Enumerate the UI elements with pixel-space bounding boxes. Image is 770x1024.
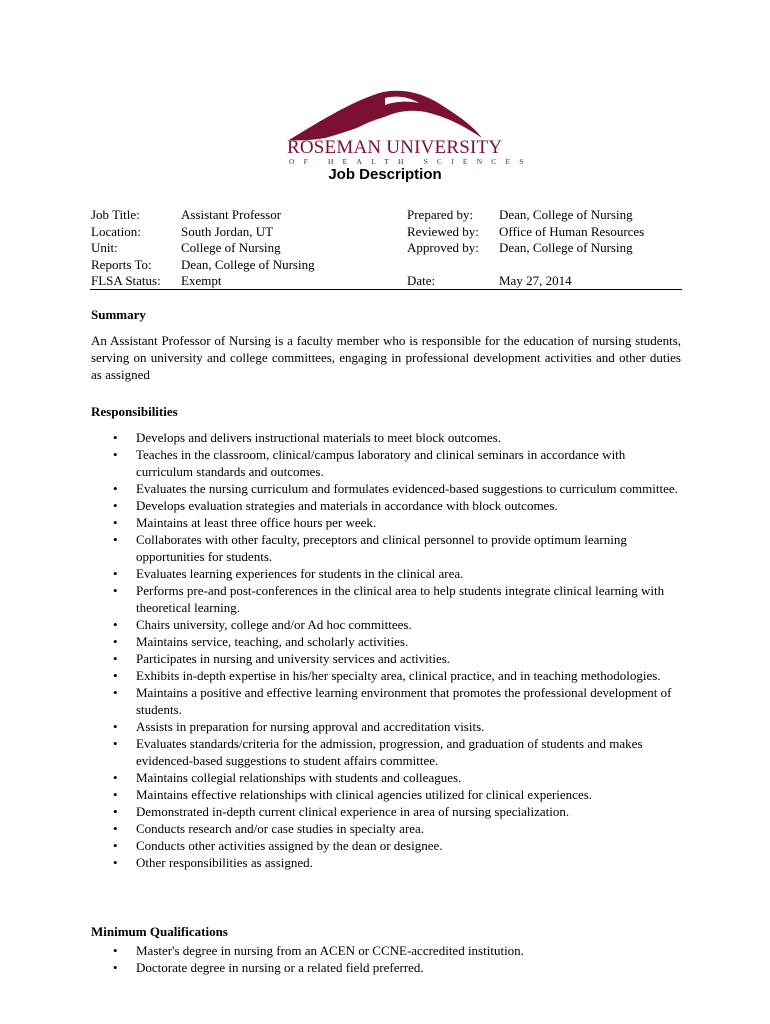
meta-value: Dean, College of Nursing xyxy=(181,256,315,272)
meta-value xyxy=(499,257,644,274)
list-item: • Develops and delivers instructional materials to meet block outcomes. xyxy=(91,429,681,446)
meta-label: Unit: xyxy=(91,240,118,255)
meta-left-labels xyxy=(91,207,161,290)
meta-value: South Jordan, UT xyxy=(181,223,274,239)
list-item: • Conducts research and/or case studies in specialty area. xyxy=(91,820,681,837)
list-item: • Demonstrated in-depth current clinical experience in area of nursing specialization. xyxy=(91,803,681,820)
list-item: • Master's degree in nursing from an ACEN or CCNE-accredited institution. xyxy=(91,942,681,959)
meta-label: Reviewed by: xyxy=(407,223,479,239)
summary-text: An Assistant Professor of Nursing is a faculty member who is responsible for the education of nursing students, serving on university and college committees, engaging in professional development activities and other duties as assigned xyxy=(91,333,681,382)
list-item: • Conducts other activities assigned by the dean or designee. xyxy=(91,837,681,854)
meta-right-labels xyxy=(407,207,479,290)
list-item: • Other responsibilities as assigned. xyxy=(91,854,681,871)
list-item: • Teaches in the classroom, clinical/campus laboratory and clinical seminars in accordance with curriculum standards and outcomes. xyxy=(91,446,681,480)
meta-value: Dean, College of Nursing xyxy=(499,240,633,255)
list-item: • Maintains a positive and effective learning environment that promotes the professional development of students. xyxy=(91,684,681,718)
meta-label: Job Title: xyxy=(91,207,140,222)
meta-label xyxy=(407,257,479,274)
meta-label: FLSA Status: xyxy=(91,273,161,288)
list-item: • Maintains collegial relationships with students and colleagues. xyxy=(91,769,681,786)
document-title: Job Description xyxy=(328,166,442,183)
university-logo xyxy=(285,88,533,168)
meta-value: College of Nursing xyxy=(181,240,281,255)
meta-label: Date: xyxy=(407,273,436,288)
qualifications-heading: Minimum Qualifications xyxy=(91,924,228,939)
list-item: • Maintains at least three office hours per week. xyxy=(91,514,681,531)
meta-left-values xyxy=(181,207,315,290)
list-item: • Chairs university, college and/or Ad hoc committees. xyxy=(91,616,681,633)
mountain-logo-icon xyxy=(285,88,485,144)
logo-subtitle: OF HEALTH SCIENCES xyxy=(289,157,533,166)
list-item: • Doctorate degree in nursing or a related field preferred. xyxy=(91,959,681,976)
meta-label: Location: xyxy=(91,223,141,239)
list-item: • Evaluates standards/criteria for the admission, progression, and graduation of students and makes evidenced-based suggestions to student affairs committee. xyxy=(91,735,681,769)
meta-value: May 27, 2014 xyxy=(499,273,572,288)
header-divider xyxy=(90,289,682,290)
list-item: • Exhibits in-depth expertise in his/her specialty area, clinical practice, and in teaching methodologies. xyxy=(91,667,681,684)
list-item: • Evaluates the nursing curriculum and formulates evidenced-based suggestions to curriculum committee. xyxy=(91,480,681,497)
meta-label: Reports To: xyxy=(91,256,152,272)
list-item: • Collaborates with other faculty, preceptors and clinical personnel to provide optimum learning opportunities for students. xyxy=(91,531,681,565)
meta-value: Exempt xyxy=(181,273,222,288)
meta-value: Office of Human Resources xyxy=(499,223,645,239)
meta-label: Prepared by: xyxy=(407,207,474,222)
list-item: • Participates in nursing and university services and activities. xyxy=(91,650,681,667)
list-item: • Assists in preparation for nursing approval and accreditation visits. xyxy=(91,718,681,735)
list-item: • Develops evaluation strategies and materials in accordance with block outcomes. xyxy=(91,497,681,514)
meta-value: Assistant Professor xyxy=(181,207,282,222)
meta-label: Approved by: xyxy=(407,240,479,255)
qualifications-list xyxy=(91,942,681,976)
list-item: • Performs pre-and post-conferences in the clinical area to help students integrate clinical learning with theoretical learning. xyxy=(91,582,681,616)
list-item: • Evaluates learning experiences for students in the clinical area. xyxy=(91,565,681,582)
logo-university-name: ROSEMAN UNIVERSITY xyxy=(287,137,503,158)
responsibilities-heading: Responsibilities xyxy=(91,404,178,419)
responsibilities-list xyxy=(91,429,681,871)
meta-right-values xyxy=(499,207,644,290)
list-item: • Maintains service, teaching, and scholarly activities. xyxy=(91,633,681,650)
list-item: • Maintains effective relationships with clinical agencies utilized for clinical experiences. xyxy=(91,786,681,803)
meta-value: Dean, College of Nursing xyxy=(499,207,633,222)
summary-heading: Summary xyxy=(91,307,146,322)
